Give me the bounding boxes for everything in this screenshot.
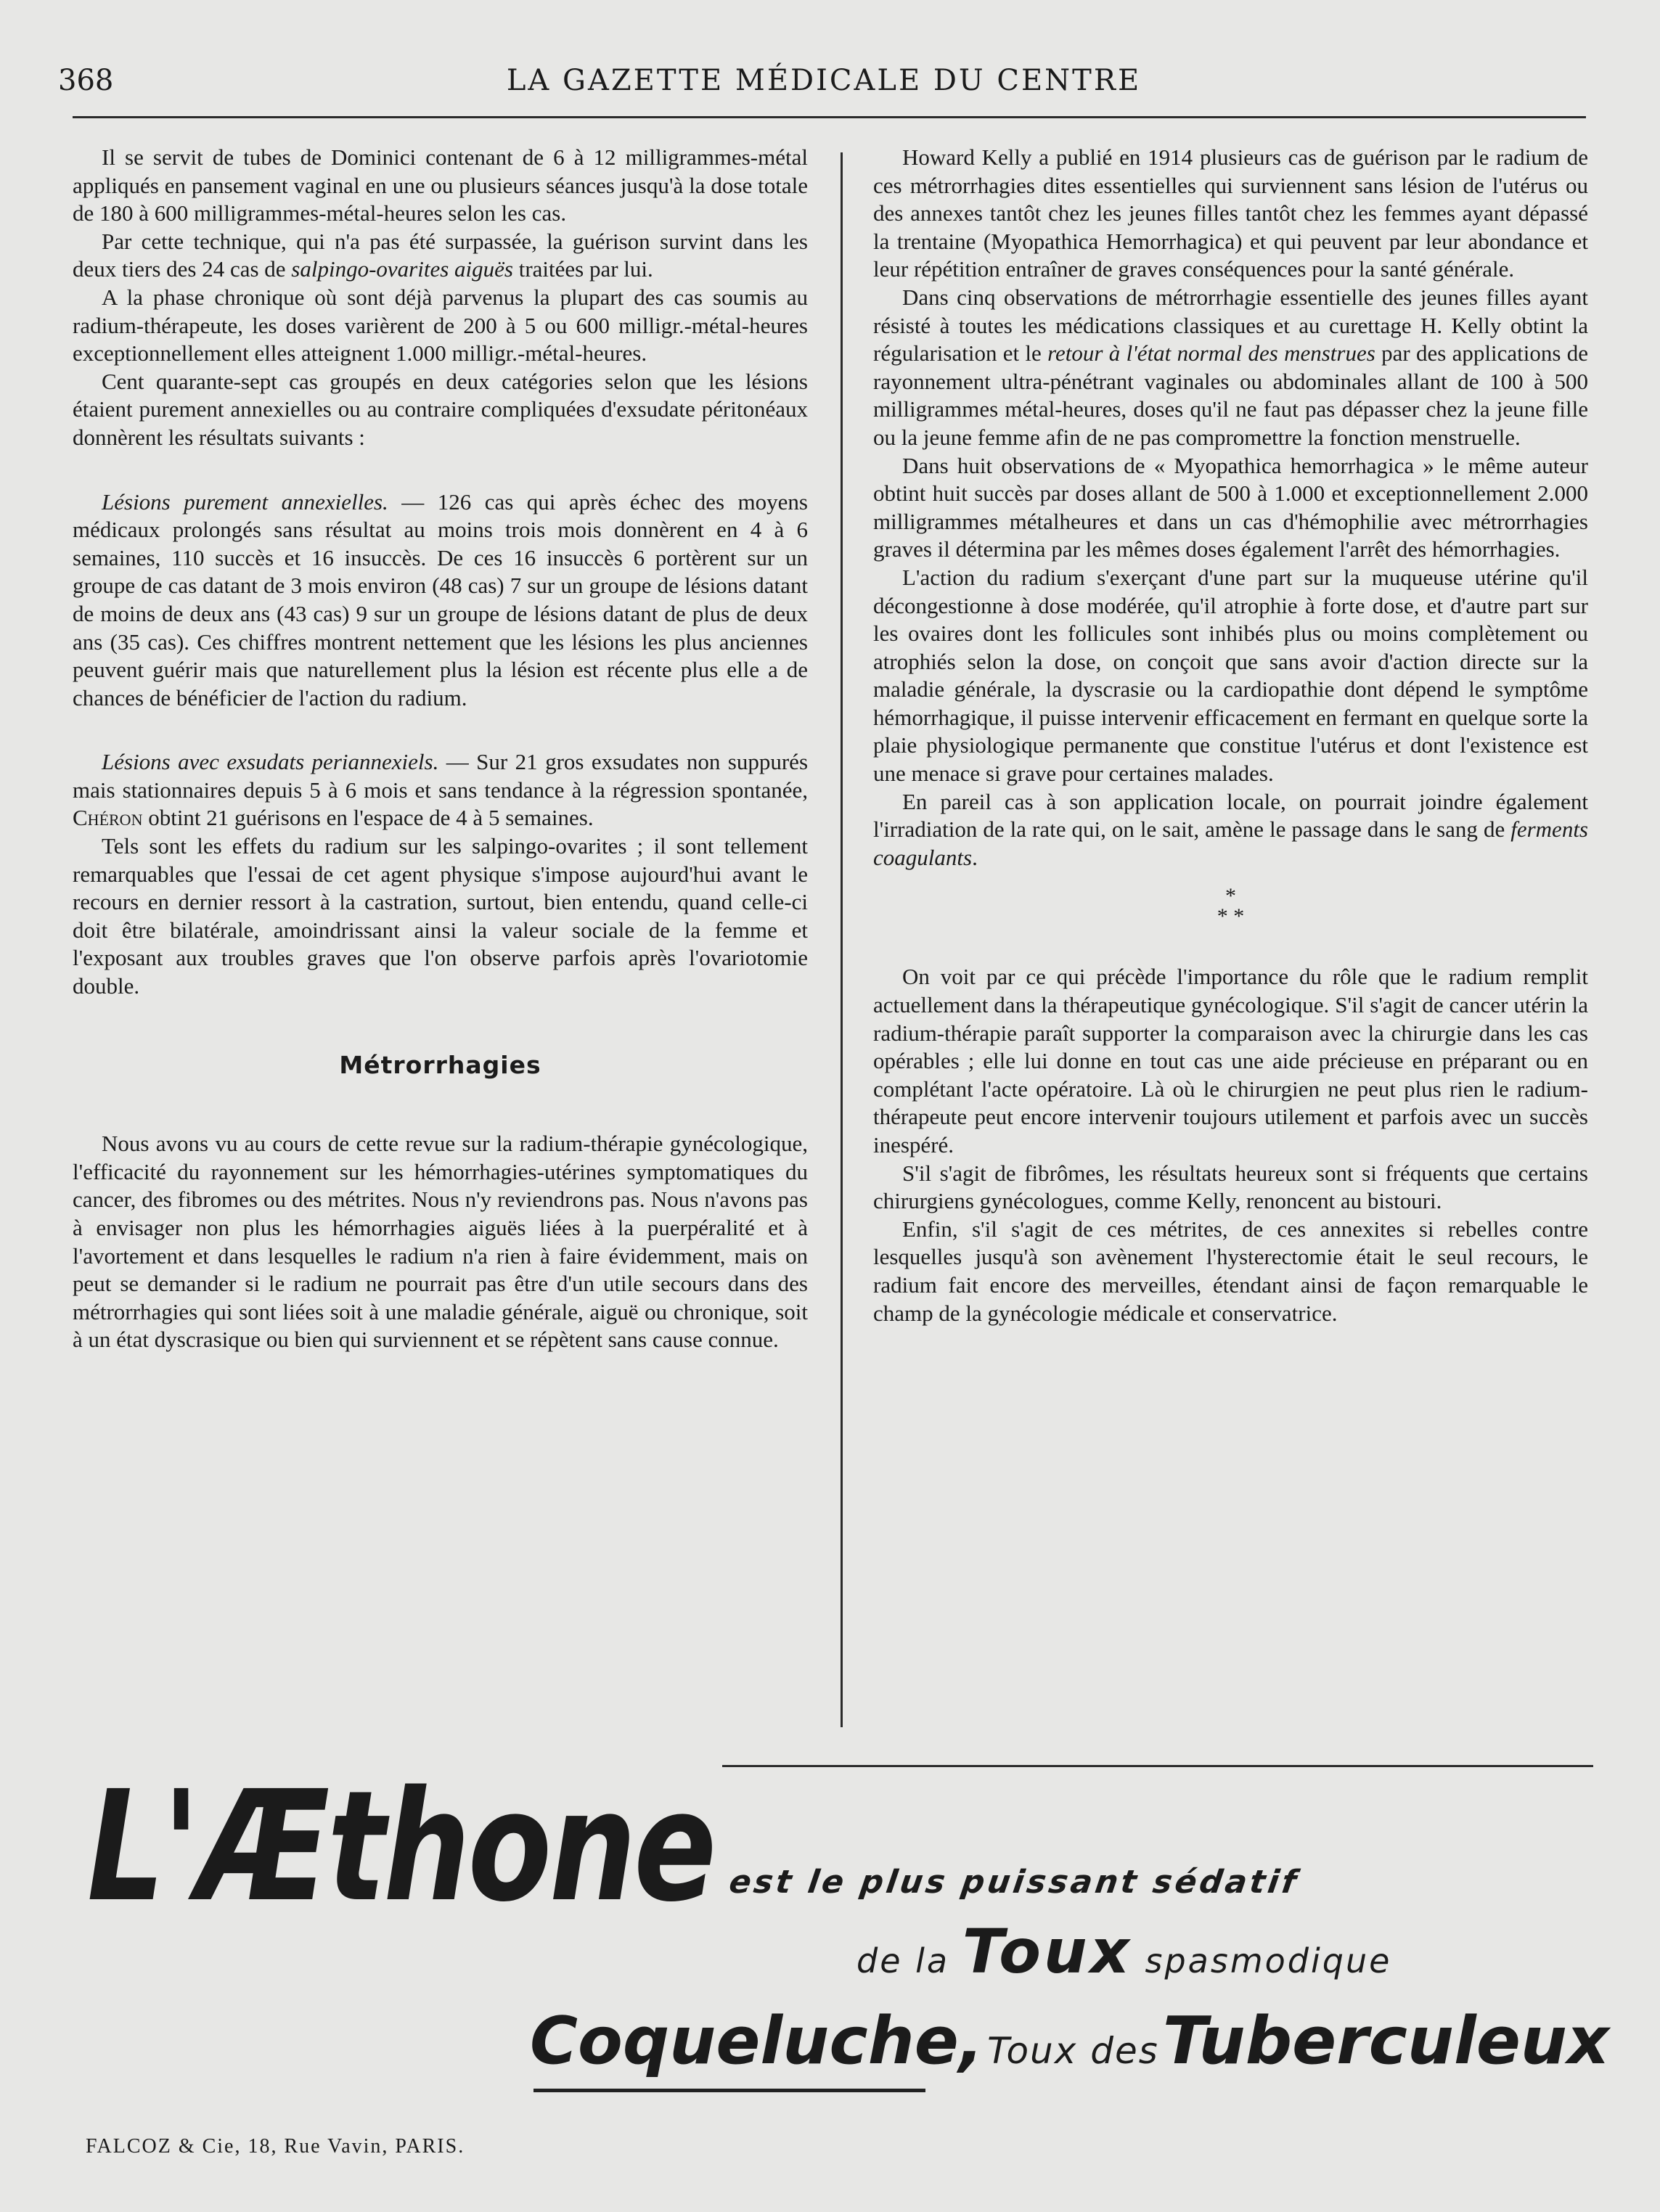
paragraph: Howard Kelly a publié en 1914 plusieurs cas de guérison par le radium de ces métrorrhagies dites essentielles qui surviennent sans lésion de l'utérus ou des annexes tantôt chez les jeunes filles tantôt chez les femmes ayant dépassé la trentaine (Myopathica Hemorrhagica) et qui peuvent par leur abondance et leur répétition entraîner de graves conséquences pour la santé générale. — [873, 144, 1588, 282]
section-separator-asterism: * * * — [1217, 884, 1245, 929]
advertisement-line-toux: de la Toux spasmodique — [856, 1916, 1392, 1987]
paragraph: Enfin, s'il s'agit de ces métrites, de ces annexites si rebelles contre lesquelles jusqu'à son avènement l'hysterectomie était le seul recours, le radium fait encore des merveilles, étendant ainsi de façon remarquable le champ de la gynécologie médicale et conservatrice. — [873, 1216, 1588, 1326]
advertisement-underline — [533, 2089, 925, 2092]
paragraph: Lésions purement annexielles. — 126 cas qui après échec des moyens médicaux prolongés sans résultat au moins trois mois donnèrent en 4 à 6 semaines, 110 succès et 16 insuccès. De ces 16 insuccès 6 portèrent sur un groupe de cas datant de 3 mois environ (48 cas) 7 sur un groupe de lésions datant de moins de deux ans (43 cas) 9 sur un groupe de lésions datant de plus de deux ans (35 cas). Ces chiffres montrent nettement que les lésions les plus anciennes peuvent guérir mais que naturellement plus la lésion est récente plus elle a de chances de bénéficier de l'action du radium. — [73, 488, 808, 710]
paragraph: Lésions avec exsudats periannexiels. — Sur 21 gros exsudates non suppurés mais stationnaires depuis 5 à 6 mois et sans tendance à la régression spontanée, Chéron obtint 21 guérisons en l'espace de 4 à 5 semaines. — [73, 749, 809, 831]
paragraph: Dans cinq observations de métrorrhagie essentielle des jeunes filles ayant résisté à toutes les médications classiques et au curettage H. Kelly obtint la régularisation et le retour à l'état normal des menstrues par des applications de rayonnement ultra-pénétrant vaginales ou abdominales allant de 100 à 500 milligrammes métal-heures, doses qu'il ne faut pas dépasser chez la jeune fille ou la jeune femme afin de ne pas compromettre la fonction menstruelle. — [873, 284, 1588, 450]
paragraph: Il se servit de tubes de Dominici contenant de 6 à 12 milligrammes-métal appliqués en pansement vaginal en une ou plusieurs séances jusqu'à la dose totale de 180 à 600 milligrammes-métal-heures selon les cas. — [73, 144, 808, 226]
page-number: 368 — [58, 64, 114, 97]
paragraph: Dans huit observations de « Myopathica hemorrhagica » le même auteur obtint huit succès par doses allant de 500 à 1.000 et exceptionnellement 2.000 milligrammes métalheures et dans un cas d'hémophilie avec métrorrhagies graves il détermina par les mêmes doses également l'arrêt des hémorrhagies. — [873, 452, 1588, 562]
paragraph: L'action du radium s'exerçant d'une part sur la muqueuse utérine qu'il décongestionne à dose modérée, qu'il atrophie à forte dose, et d'autre part sur les ovaires dont les follicules sont inhibés plus ou moins complètement ou atrophiés selon la dose, on conçoit que sans avoir d'action directe sur la maladie générale, la dyscrasie ou la cardiopathie dont dépend le symptôme hémorrhagique, il puisse intervenir efficacement en fermant en quelque sorte la plaie physiologique permanente que constitue l'utérus et dont l'existence est une menace si grave pour certaines malades. — [873, 564, 1588, 787]
paragraph: En pareil cas à son application locale, on pourrait joindre également l'irradiation de la rate qui, on le sait, amène le passage dans le sang de ferments coagulants. — [873, 788, 1588, 870]
paragraph: Par cette technique, qui n'a pas été surpassée, la guérison survint dans les deux tiers des 24 cas de salpingo-ovarites aiguës traitées par lui. — [73, 228, 808, 282]
advertisement-publisher: FALCOZ & Cie, 18, Rue Vavin, PARIS. — [86, 2135, 465, 2158]
advertisement-brand: L'Æthone — [87, 1758, 715, 1936]
section-title: Métrorrhagies — [339, 1050, 541, 1079]
advertisement-line-coqueluche: Coqueluche, Toux des Tuberculeux — [530, 2003, 1610, 2079]
advertisement-rule — [722, 1765, 1593, 1767]
right-column — [873, 144, 1588, 1327]
paragraph: S'il s'agit de fibrômes, les résultats heureux sont si fréquents que certains chirurgiens gynécologues, comme Kelly, renoncent au bistouri. — [873, 1160, 1588, 1214]
paragraph: Cent quarante-sept cas groupés en deux catégories selon que les lésions étaient purement annexielles ou au contraire compliquées d'exsudate péritonéaux donnèrent les résultats suivants : — [73, 368, 808, 450]
column-divider — [841, 152, 843, 1727]
page-header — [58, 64, 1590, 107]
paragraph: A la phase chronique où sont déjà parvenus la plupart des cas soumis au radium-thérapeute, les doses varièrent de 200 à 5 ou 600 milligr.-métal-heures exceptionnellement elles atteignent 1.000 milligr.-métal-heures. — [73, 284, 808, 366]
paragraph: On voit par ce qui précède l'importance du rôle que le radium remplit actuellement dans la thérapeutique gynécologique. S'il s'agit de cancer utérin la radium-thérapie paraît supporter la comparaison avec la chirurgie dans les cas opérables ; elle lui donne en tout cas une aide précieuse en préparant ou en complétant l'acte opératoire. Là où le chirurgien ne peut plus rien le radium-thérapeute peut encore intervenir toujours utilement et parfois avec un succès inespéré. — [873, 964, 1588, 1158]
advertisement-tagline: est le plus puissant sédatif — [727, 1864, 1301, 1901]
paragraph: Nous avons vu au cours de cette revue sur la radium-thérapie gynécologique, l'efficacité du rayonnement sur les hémorrhagies-utérines symptomatiques du cancer, des fibromes ou des métrites. Nous n'y reviendrons pas. Nous n'avons pas à envisager non plus les hémorrhagies aiguës liées à la puerpéralité et à l'avortement et dans lesquelles le radium n'a rien à faire évidemment, mais on peut se demander si le radium ne pourrait pas être d'un utile secours dans des métrorrhagies qui sont liées soit à une maladie générale, aiguë ou chronique, soit à un état dyscrasique ou bien qui surviennent et se répètent sans cause connue. — [73, 1131, 808, 1353]
left-column — [73, 144, 808, 1354]
header-rule — [73, 116, 1586, 118]
journal-title: LA GAZETTE MÉDICALE DU CENTRE — [506, 64, 1142, 97]
paragraph: Tels sont les effets du radium sur les salpingo-ovarites ; il sont tellement remarquables que l'essai de cet agent physique s'impose aujourd'hui avant le recours en dernier ressort à la castration, surtout, bien entendu, quand celle-ci doit être bilatérale, amoindrissant ainsi la valeur sociale de la femme et l'exposant aux troubles graves que l'on observe parfois après l'ovariotomie double. — [73, 833, 808, 999]
